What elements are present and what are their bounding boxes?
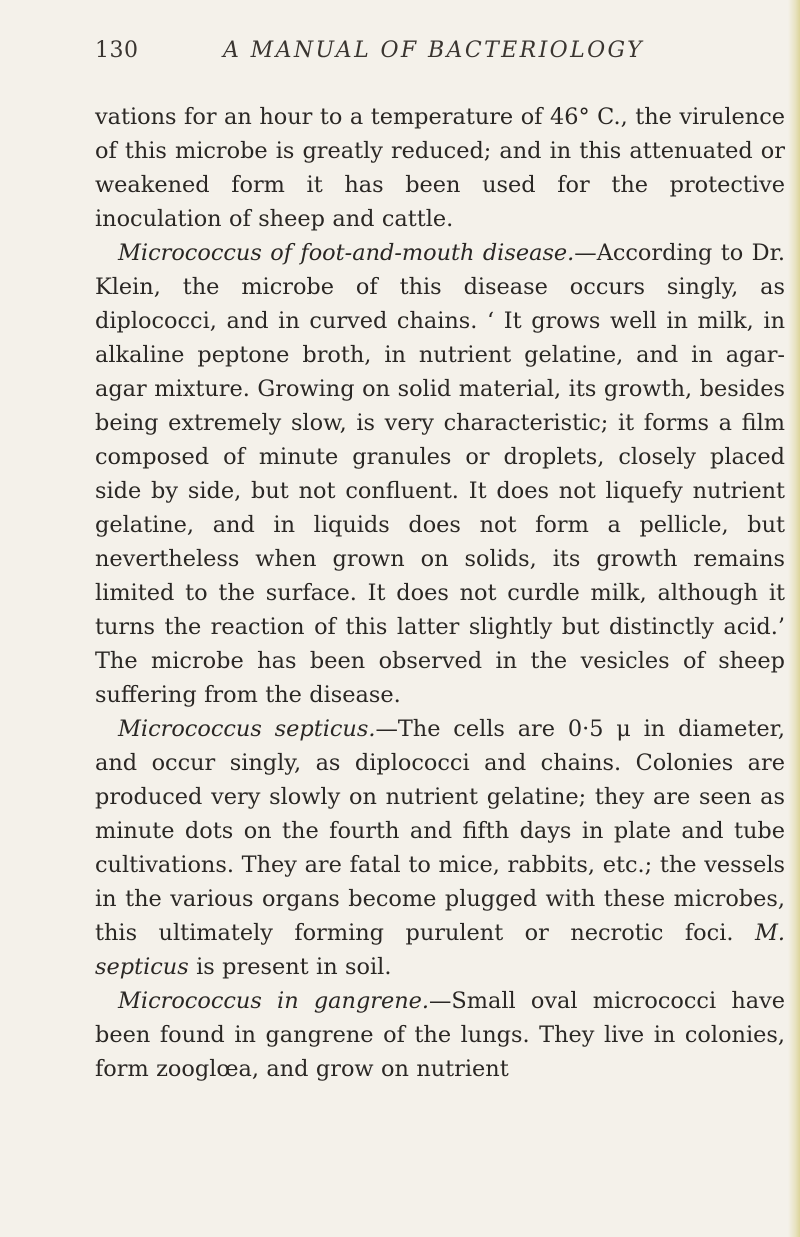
- body-text: [95, 100, 785, 1086]
- paragraph-septicus: [95, 712, 785, 984]
- species-name: M. septicus: [95, 920, 785, 980]
- book-title: A MANUAL OF BACTERIOLOGY: [223, 38, 645, 63]
- paragraph-gangrene: [95, 984, 785, 1086]
- section-heading: Micrococcus septicus.: [118, 716, 376, 742]
- running-head: [95, 38, 735, 72]
- paragraph-text: is present in soil.: [188, 954, 392, 980]
- paragraph-text: —According to Dr. Klein, the microbe of this disease occurs singly, as diplococci, and in curved chains. ‘ It grows well in milk, in alkaline peptone broth, in nutrient gelatine, and in agar-agar mixture. Growing on solid material, its growth, besides being extremely slow, is very characteristic; it forms a film composed of minute granules or droplets, closely placed side by side, but not confluent. It does not liquefy nutrient gelatine, and in liquids does not form a pellicle, but nevertheless when grown on solids, its growth remains limited to the surface. It does not curdle milk, although it turns the reaction of this latter slightly but distinctly acid.’ The microbe has been observed in the vesicles of sheep suffering from the disease.: [95, 240, 785, 708]
- paragraph-text: —The cells are 0·5 μ in diameter, and occur singly, as diplococci and chains. Colonies are produced very slowly on nutrient gelatine; they are seen as minute dots on the fourth and fifth days in plate and tube cultivations. They are fatal to mice, rabbits, etc.; the vessels in the various organs become plugged with these microbes, this ultimately forming purulent or necrotic foci.: [95, 716, 785, 946]
- page-number: 130: [95, 38, 139, 63]
- section-heading: Micrococcus of foot-and-mouth disease.: [118, 240, 575, 266]
- page-edge-shading: [788, 0, 800, 1237]
- paragraph-continuation: [95, 100, 785, 236]
- paragraph-text: —Small oval micrococci have been found in gangrene of the lungs. They live in colonies, form zooglœa, and grow on nutrient: [95, 988, 786, 1082]
- paragraph-foot-and-mouth: [95, 236, 785, 712]
- section-heading: Micrococcus in gangrene.: [118, 988, 430, 1014]
- paragraph-text: vations for an hour to a temperature of 46° C., the virulence of this microbe is greatly reduced; and in this attenuated or weakened form it has been used for the protective inoculation of sheep and cattle.: [95, 104, 785, 232]
